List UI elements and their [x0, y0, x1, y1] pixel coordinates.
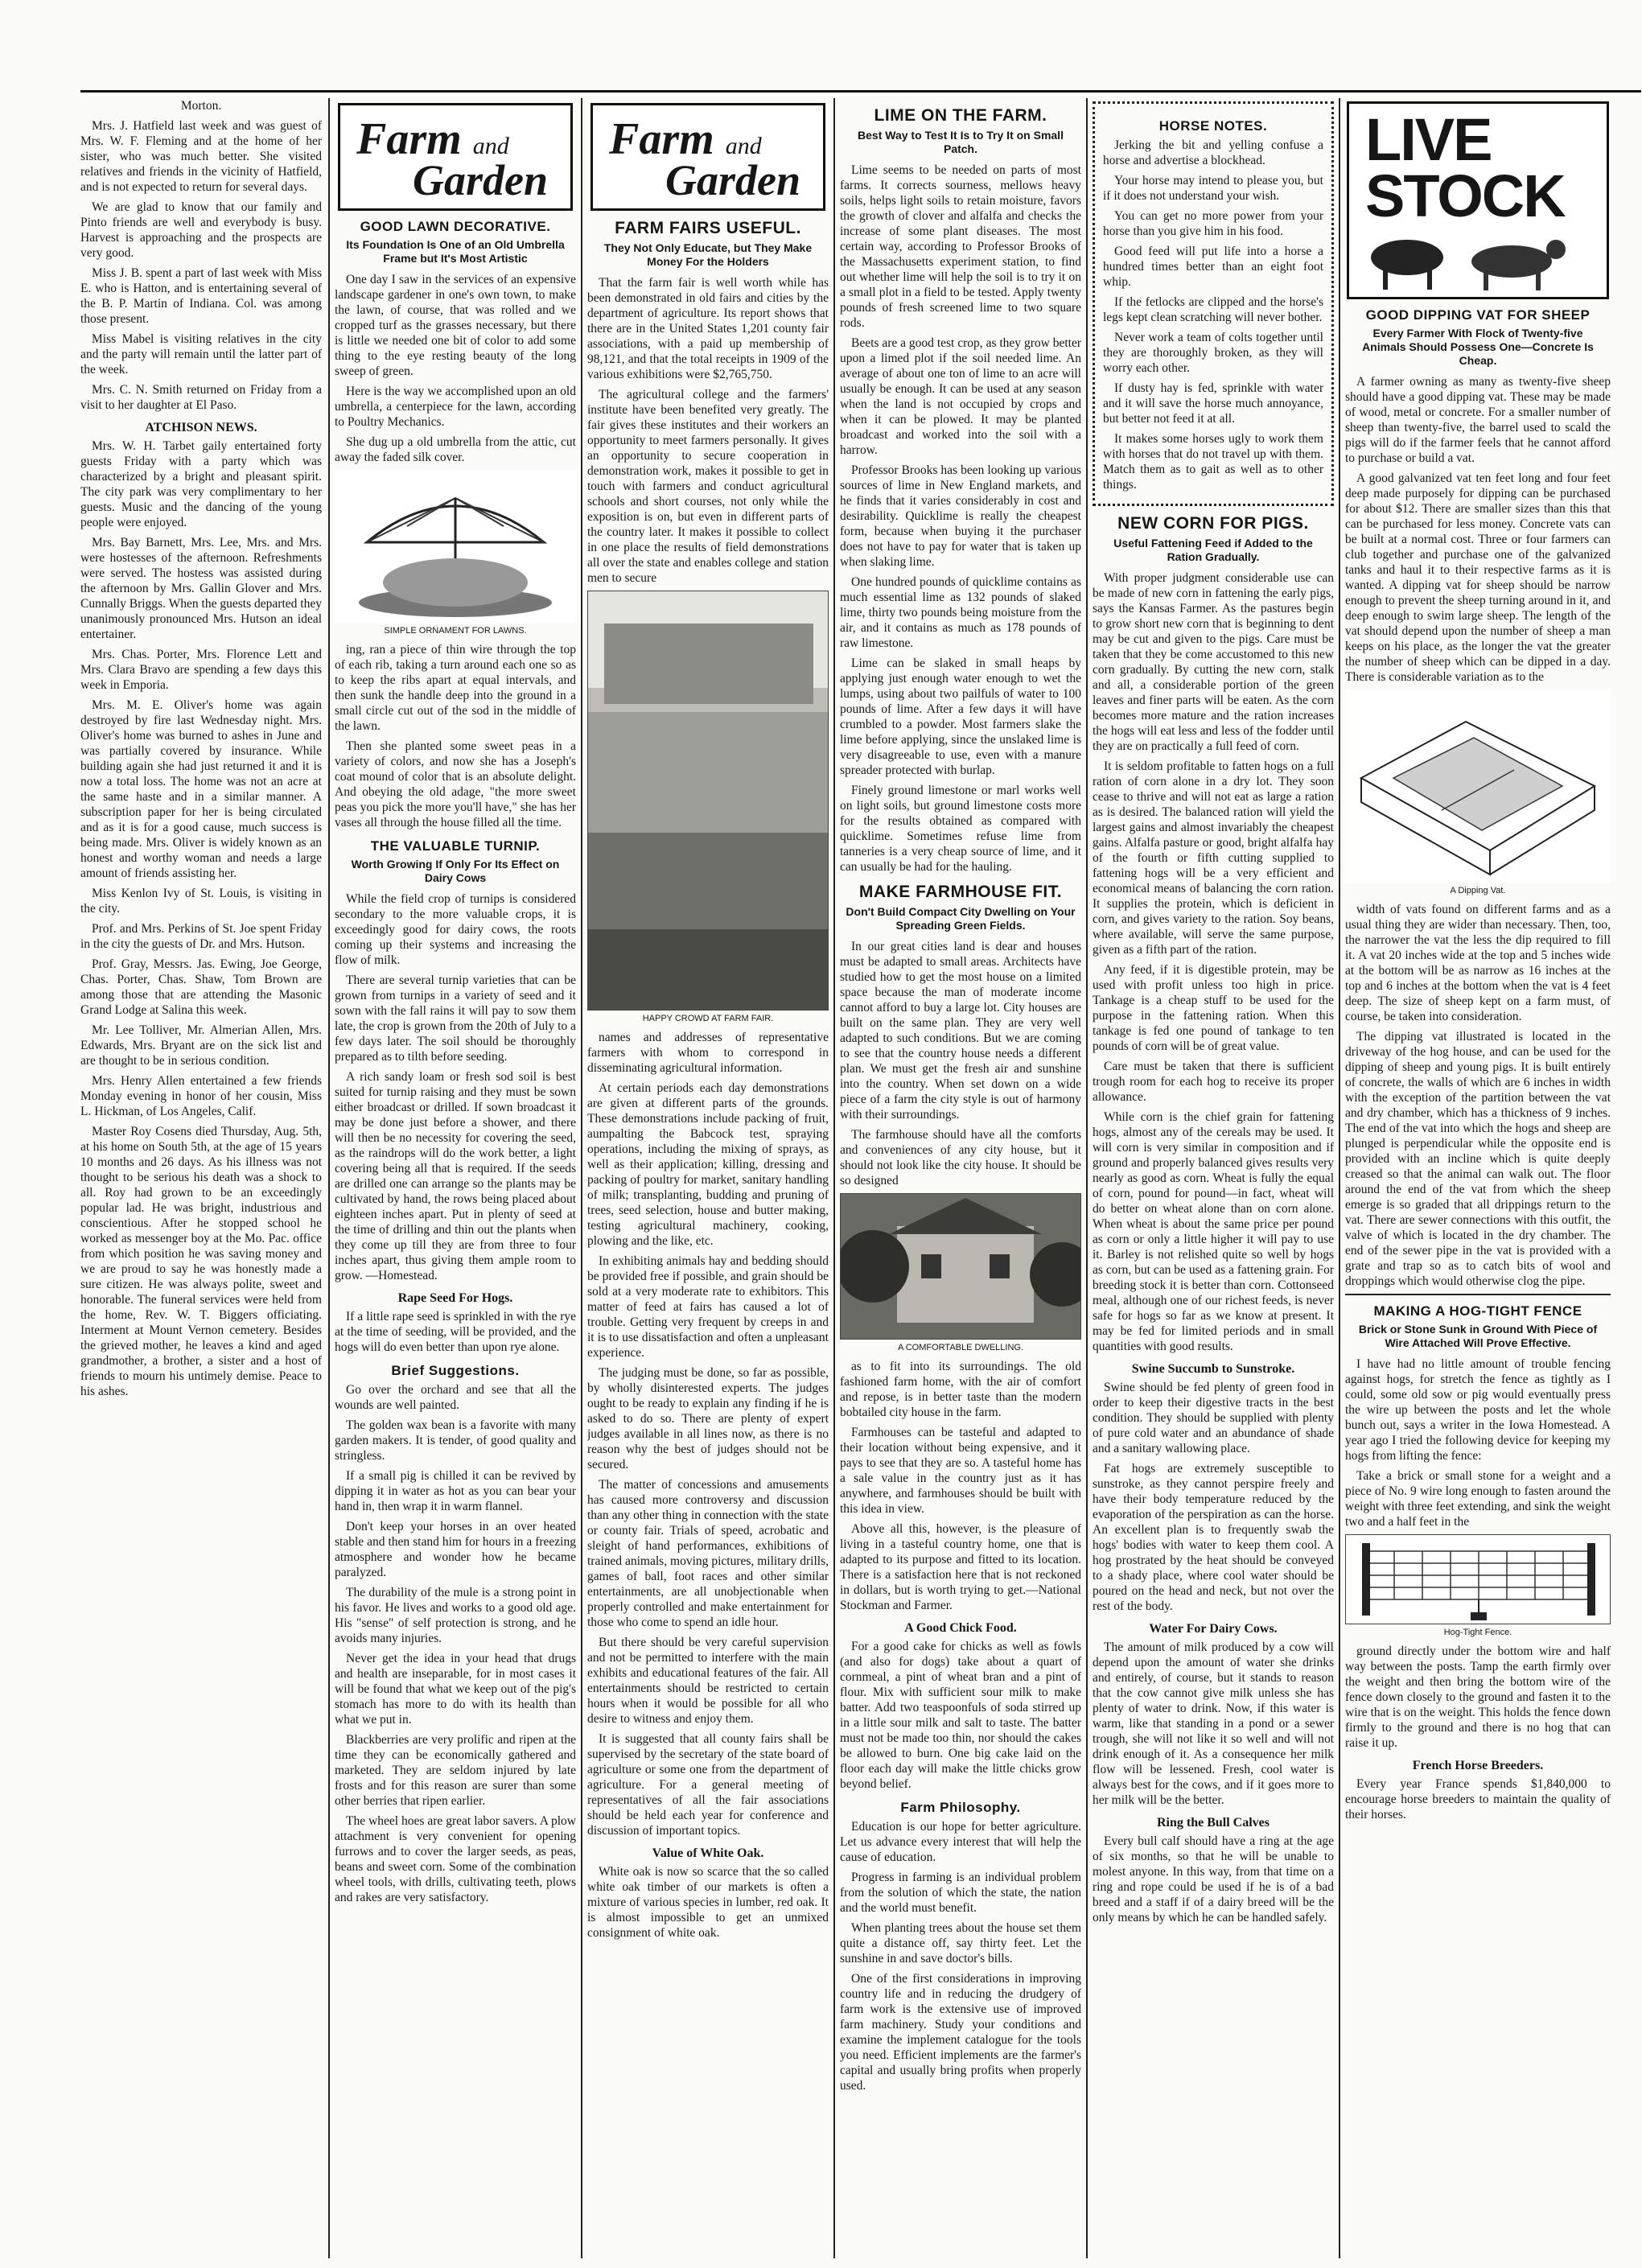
farm-and-garden-flag: [338, 103, 573, 211]
rape-seed-heading: Rape Seed For Hogs.: [397, 1291, 513, 1305]
paragraph: Fat hogs are extremely susceptible to sunstroke, as they cannot perspire freely and have their body temperature reduced by the evaporation of the perspiration as can the horse. An excellent plan is to frequently swab the hogs' bodies with water to keep them cool. A hog prostrated by the heat should be conveyed to a shady place, where cool water should be poured on the head and neck, but not over the rest of the body.: [1093, 1462, 1334, 1613]
paragraph: Care must be taken that there is sufficient trough room for each hog to receive its proper allowance.: [1093, 1060, 1334, 1104]
farmhouse-photo: [840, 1193, 1081, 1340]
paragraph: Above all this, however, is the pleasure of living in a tasteful country home, one that is adapted to its purpose and fitted to its location. There is a satisfaction here that is not reckoned in dollars, but is worth trying to get.—National Stockman and Farmer.: [840, 1522, 1081, 1612]
paragraph: Professor Brooks has been looking up various sources of lime in New England markets, and he finds that it varies considerably in cost and desirability. Quicklime is really the cheapest form, because when buying it the purchaser does not have to pay for water that is taken up when slaking lime.: [840, 463, 1081, 569]
paragraph: Miss J. B. spent a part of last week with Miss E. who is Hatton, and is entertaining several of the B. P. Martin of Indiana. Col. was among those present.: [80, 266, 322, 326]
paragraph: It makes some horses ugly to work them with horses that do not travel up with them. Match them as to gait as well as to other things.: [1103, 432, 1323, 492]
paragraph: With proper judgment considerable use can be made of new corn in fattening the early pigs, says the Kansas Farmer. As the pastures begin to grow short new corn that is beginning to dent may be cut and given to the pigs. Care must be taken that they be come accustomed to this new corn gradually. By cutting the new corn, stalk and all, a considerable portion of the green leaves and finer parts will be eaten. As the corn becomes more mature and the ration increases the hogs will eat less and less of the fodder until they are on practically a full feed of corn.: [1093, 571, 1334, 753]
paragraph: Master Roy Cosens died Thursday, Aug. 5th, at his home on South 5th, at the age of 15 years 10 months and 26 days. As his illness was not thought to be serious his death was a shock to all. Roy had grown to be an exceedingly popular lad. He was bright, industrious and conscientious. After he stopped school he worked as messenger boy at the Mo. Pac. office from which position he was saving money and we are proud to say he was honestly made a sure citizen. He was always polite, sweet and honorable. The funeral services were held from the home, Rev. W. T. Biggers officiating. Interment at Mount Vernon cemetery. Besides the grieved mother, he leaves a kind and aged grandmother, a brother, a sister and a host of friends to mourn his untimely demise. Peace to his ashes.: [80, 1125, 322, 1398]
paragraph: Mrs. Bay Barnett, Mrs. Lee, Mrs. and Mrs. were hostesses of the afternoon. Refreshments were served. The hostess was assisted during the afternoon by Mrs. Gallin Glover and Mrs. Cunnally Briggs. When the guests departed they unanimously pronounced Mrs. Hutson an ideal entertainer.: [80, 536, 322, 641]
paragraph: Finely ground limestone or marl works well on light soils, but ground limestone costs more for the results obtained as compared with quicklime. Sometimes refuse lime from tanneries is a very cheap source of lime, and it can usually be had for the hauling.: [840, 784, 1081, 874]
paragraph: Then she planted some sweet peas in a variety of colors, and now she has a Joseph's coat mound of color that is an absolute delight. And obeying the old adage, "the more sweet peas you pick the more you'll have," she has her vases all through the house filled all the time.: [335, 739, 576, 829]
live-stock-flag: [1347, 101, 1609, 299]
paragraph: Any feed, if it is digestible protein, may be used with profit unless too high in price. Tankage is a cheap stuff to be used for the purpose in the fattening ration. When this tankage is fed one pound of tankage to ten pounds of corn will be of great value.: [1093, 963, 1334, 1053]
paragraph: If the fetlocks are clipped and the horse's legs kept clean scratching will never bother.: [1103, 295, 1323, 324]
paragraph: Beets are a good test crop, as they grow better upon a limed plot if the soil needed lime. An average of about one ton of lime to an acre will usually be enough. It can be used at any season when the land is not occupied by crops and when it can be plowed. It may be planted broadcast and worked into the soil with a harrow.: [840, 336, 1081, 457]
paragraph: Swine should be fed plenty of green food in order to keep their digestive tracts in the best condition. They should be supplied with plenty of pure cold water and an abundance of shade and a sanitary wallowing place.: [1093, 1381, 1334, 1455]
farmhouse-heading: MAKE FARMHOUSE FIT.: [858, 883, 1063, 901]
column-rule: [833, 98, 835, 2258]
lime-heading: LIME ON THE FARM.: [874, 106, 1047, 125]
column-lime-farmhouse: [840, 98, 1081, 2262]
paragraph: Mrs. Henry Allen entertained a few friends Monday evening in honor of her cousin, Miss L. Hickman, of Los Angeles, Calif.: [80, 1074, 322, 1118]
hog-fence-illustration: [1345, 1534, 1611, 1624]
paragraph: We are glad to know that our family and Pinto friends are well and everybody is busy. Harvest is approaching and the prospects are very good.: [80, 200, 322, 260]
paragraph: Education is our hope for better agriculture. Let us advance every interest that will help the cause of education.: [840, 1820, 1081, 1864]
paragraph: Mrs. Chas. Porter, Mrs. Florence Lett and Mrs. Clara Bravo are spending a few days this week in Emporia.: [80, 648, 322, 692]
farm-fair-caption: HAPPY CROWD AT FARM FAIR.: [642, 1014, 774, 1023]
sunstroke-heading: Swine Succumb to Sunstroke.: [1131, 1362, 1295, 1376]
divider: [1345, 1294, 1611, 1295]
paragraph: Mr. Lee Tolliver, Mr. Almerian Allen, Mrs. Edwards, Mrs. Bryant are on the sick list and are thought to be in serious condition.: [80, 1023, 322, 1068]
column-farm-garden-2: [587, 98, 829, 2262]
vat-diagram: [1345, 689, 1611, 883]
dwelling-photo-placeholder: [841, 1194, 1081, 1339]
atchison-news-heading: ATCHISON NEWS.: [145, 421, 257, 434]
paragraph: There are several turnip varieties that can be grown from turnips in a variety of seed and it sown with the fall rains it will pay to sow them late, the crop is grown from the 20th of July to a few days later. The soil should be thoroughly prepared as to tilth before seeding.: [335, 973, 576, 1064]
paragraph: The golden wax bean is a favorite with many garden makers. It is tender, of good quality and stringless.: [335, 1418, 576, 1463]
paragraph: I have had no little amount of trouble fencing against hogs, for stretch the fence as tightly as I could, some old sow or pig would eventually press the wire up between the posts and let the whole bunch out, says a writer in the Iowa Homestead. A year ago I tried the following device for keeping my hogs from lifting the fence:: [1345, 1357, 1611, 1463]
flag-word-farm: Farm: [609, 114, 714, 164]
farm-fair-photo: [587, 591, 829, 1011]
brief-suggestions-heading: Brief Suggestions.: [391, 1363, 520, 1378]
paragraph: If a small pig is chilled it can be revived by dipping it in water as hot as you can bear your hand in, then wrap it in warm flannel.: [335, 1469, 576, 1513]
flag-word-and: and: [725, 133, 762, 159]
lawn-caption: SIMPLE ORNAMENT FOR LAWNS.: [384, 626, 527, 636]
hog-fence-heading: MAKING A HOG-TIGHT FENCE: [1373, 1303, 1582, 1319]
paragraph: Farmhouses can be tasteful and adapted to their location without being expensive, and it pays to see that they are so. A tasteful home has a sale value in the country just as it has anywhere, and farmhouses should be built with this idea in view.: [840, 1426, 1081, 1516]
paragraph: Lime can be slaked in small heaps by applying just enough water enough to wet the lumps, using about two pailfuls of water to 100 pounds of lime. After a few days it will have crumbled to a powder. Most farmers slake the lime before applying, since the unslaked lime is very disagreeable to use, even with a manure spreader protected with burlap.: [840, 657, 1081, 777]
paragraph: The farmhouse should have all the comforts and conveniences of any city house, but it should not look like the city house. It should be so designed: [840, 1128, 1081, 1188]
flag-word-farm: Farm: [356, 114, 462, 164]
paragraph: Miss Kenlon Ivy of St. Louis, is visiting in the city.: [80, 887, 322, 916]
paragraph: Go over the orchard and see that all the wounds are well painted.: [335, 1383, 576, 1412]
column-local-news: [80, 98, 322, 2262]
masthead-rule: [80, 90, 1641, 93]
bull-calves-heading: Ring the Bull Calves: [1156, 1816, 1270, 1830]
paragraph: In exhibiting animals hay and bedding should be provided free if possible, and grain should be sold at a very moderate rate to exhibitors. This matter of feed at fairs has caused a lot of trouble. Getting very frequent by creeps in and it is to use dissatisfaction and often a unpleasant experience.: [587, 1254, 829, 1360]
paragraph: Never work a team of colts together until they are thoroughly broken, as they will worry each other.: [1103, 331, 1323, 375]
paragraph: The wheel hoes are great labor savers. A plow attachment is very convenient for opening furrows and to cover the larger seeds, as peas, beans and sweet corn. Some of the combination wheel tools, with drills, cultivating teeth, plows and rakes are very satisfactory.: [335, 1814, 576, 1904]
turnip-heading: THE VALUABLE TURNIP.: [370, 838, 541, 854]
paragraph: Good feed will put life into a horse a hundred times better than an eight foot whip.: [1103, 245, 1323, 289]
paragraph: One of the first considerations in improving country life and in reducing the drudgery of farm work is the extensive use of improved farm machinery. Study your conditions and examine the implement catalogue for the tools you need. Efficient implements are the farmer's capital and usually bring profits when properly used.: [840, 1972, 1081, 2093]
lawn-heading: GOOD LAWN DECORATIVE.: [360, 219, 551, 234]
paragraph: Mrs. J. Hatfield last week and was guest of Mrs. W. F. Fleming and at the home of her sister, who was much better. She visited relatives and friends in the vicinity of Hatfield, and is not expected to return for several days.: [80, 119, 322, 194]
flag-word-and: and: [472, 133, 509, 159]
farm-and-garden-flag: [591, 103, 825, 211]
flag-word-stock: STOCK: [1365, 163, 1565, 229]
farmhouse-deck: Don't Build Compact City Dwelling on Your Spreading Green Fields.: [846, 905, 1076, 932]
flag-word-garden: Garden: [413, 156, 549, 204]
paragraph: Take a brick or small stone for a weight and a piece of No. 9 wire long enough to fasten around the weight with three feet extending, and sink the weight two and a half feet in the: [1345, 1469, 1611, 1529]
column-live-stock: [1345, 98, 1611, 2262]
paragraph: ing, ran a piece of thin wire through the top of each rib, taking a turn around each one so as to keep the ribs apart at equal intervals, and then sunk the handle deep into the ground in a small circle cut out of the sod in the middle of the lawn.: [335, 643, 576, 733]
paragraph: Morton.: [180, 99, 222, 113]
umbrella-sketch: [335, 470, 576, 623]
fence-diagram: [1346, 1535, 1611, 1624]
column-horse-corn: [1093, 98, 1334, 2262]
column-rule: [328, 98, 330, 2258]
paragraph: Mrs. W. H. Tarbet gaily entertained forty guests Friday with a party which was characterized by a bright and pleasant spirit. The city park was very complimentary to her guests. Music and the dancing of the young people were enjoyed.: [80, 439, 322, 529]
paragraph: as to fit into its surroundings. The old fashioned farm home, with the air of comfort and repose, is in better taste than the modern bobtailed city house in the farm.: [840, 1360, 1081, 1419]
paragraph: Mrs. M. E. Oliver's home was again destroyed by fire last Wednesday night. Mrs. Oliver's home was burned to ashes in June and was partially covered by insurance. While building again she had just returned it and it is now a total loss. The home was not an acre at the same haste and in a similar manner. A subscription paper for her is being circulated and as it is for a good cause, much success is being made. Mrs. Oliver is widely known as an honest and worthy woman and needs a large amount of friends assisting her.: [80, 698, 322, 880]
paragraph: One hundred pounds of quicklime contains as much essential lime as 132 pounds of slaked lime, thirty two pounds being moisture from the air, and it contains as much as 178 pounds of raw limestone.: [840, 575, 1081, 650]
dairy-water-heading: Water For Dairy Cows.: [1149, 1622, 1278, 1636]
paragraph: But there should be very careful supervision and not be permitted to interfere with the main exhibits and educational features of the fair. All entertainments should be restricted to certain hours when it would be possible for all who desire to witness and enjoy them.: [587, 1636, 829, 1726]
paragraph: That the farm fair is well worth while has been demonstrated in old fairs and cities by the department of agriculture. Its report shows that there are in the United States 1,201 county fair associations, with a paid up membership of 98,121, and that the total receipts in 1909 of the various exhibitions were $2,765,750.: [587, 276, 829, 381]
paragraph: Miss Mabel is visiting relatives in the city and the party will remain until the latter part of the week.: [80, 332, 322, 377]
paragraph: Mrs. C. N. Smith returned on Friday from a visit to her daughter at El Paso.: [80, 383, 322, 412]
farm-fairs-deck: They Not Only Educate, but They Make Money For the Holders: [603, 241, 813, 268]
paragraph: It is seldom profitable to fatten hogs on a full ration of corn alone in a dry lot. They soon cease to thrive and will not eat as large a ration as is desired. The balanced ration will yield the largest gains and almost invariably the cheapest gains. Alfalfa pasture or good, bright alfalfa hay of the fourth or fifth cutting supplied to fattening hogs will be a very efficient and economical means of balancing the corn ration. It supplies the protein, which is deficient in corn, and gives variety to the ration. Soy beans, where available, will serve the same purpose, given as a fifth part of the ration.: [1093, 759, 1334, 957]
paragraph: If dusty hay is fed, sprinkle with water and it will save the horse much annoyance, but better not feed it at all.: [1103, 381, 1323, 426]
paragraph: The judging must be done, so far as possible, by wholly disinterested experts. The judges ought to be ready to explain any finding if he is asked to do so. There are plenty of expert judges available in all lines now, as there is no reason why the best of judges should not be secured.: [587, 1366, 829, 1472]
lawn-deck: Its Foundation Is One of an Old Umbrella Frame but It's Most Artistic: [346, 238, 565, 265]
paragraph: You can get no more power from your horse than you give him in his food.: [1103, 209, 1323, 238]
paragraph: width of vats found on different farms and as a usual thing they are wider than necessary. Then, too, the narrower the vat the less the dip required to fill it. A vat 20 inches wide at the top and 5 inches wide at the bottom will be as narrow as 16 inches at the top and 6 inches at the bottom when the vat is 4 feet deep. The size of sheep kept on a farm must, of course, be taken into consideration.: [1345, 903, 1611, 1023]
paragraph: Never get the idea in your head that drugs and health are inseparable, for in most cases it will be found that what we keep out of the pig's stomach has more to do with its health than what we put in.: [335, 1652, 576, 1727]
white-oak-heading: Value of White Oak.: [652, 1846, 764, 1860]
paragraph: A good galvanized vat ten feet long and four feet deep made purposely for dipping can be purchased for about $12. There are smaller sizes than this that can be purchased for less money. Concrete vats can be built at a normal cost. Three or four farmers can club together and purchase one of the galvanized tanks and haul it to their respective farms as it is wanted. A dipping vat for sheep should be narrow enough to prevent the sheep turning around in it, and deep enough to swim large sheep. The length of the vat should depend upon the number of sheep a man keeps on his place, as the longer the vat the greater the number of sheep which can be dipped in a day. There is considerable variation as to the: [1345, 471, 1611, 684]
paragraph: Jerking the bit and yelling confuse a horse and advertise a blockhead.: [1103, 138, 1323, 167]
paragraph: In our great cities land is dear and houses must be adapted to small areas. Architects have studied how to get the most house on a limited space because the man of moderate income cannot afford to buy a large lot. City houses are built on the same plan. They are very well adapted to such conditions. But we are coming to see that the country house needs a different plan. We must get the fresh air and sunshine into the country. When set down on a wide piece of a farm the city style is out of harmony with their surroundings.: [840, 940, 1081, 1122]
paragraph: Every bull calf should have a ring at the age of six months, so that he will be unable to molest anyone. In this way, from that time on a ring and rope could be used if he is of a bad breed and a staff if of a dairy breed will be the only means by which he can be handled safely.: [1093, 1834, 1334, 1924]
paragraph: She dug up a old umbrella from the attic, cut away the faded silk cover.: [335, 435, 576, 464]
paragraph: If a little rape seed is sprinkled in with the rye at the time of seeding, will be provided, and the hogs will do even better than upon rye alone.: [335, 1310, 576, 1354]
new-corn-deck: Useful Fattening Feed if Added to the Ration Gradually.: [1113, 537, 1313, 563]
paragraph: names and addresses of representative farmers with whom to correspond in disseminating agricultural information.: [587, 1031, 829, 1075]
flag-word-live: LIVE: [1365, 106, 1492, 173]
paragraph: Lime seems to be needed on parts of most farms. It corrects sourness, mellows heavy soils, helps light soils to retain moisture, favors the growth of clover and alfalfa and checks the increase of some plant diseases. The most certain way, according to Professor Brooks of the Massachusetts experiment station, to find out whether lime will help the soil is to try it on a small plot in a field to be tested. Apply twenty pounds of fresh screened lime to two square rods.: [840, 163, 1081, 330]
dipping-vat-heading: GOOD DIPPING VAT FOR SHEEP: [1365, 307, 1591, 323]
column-farm-garden-1: [335, 98, 576, 2262]
french-breeders-heading: French Horse Breeders.: [1412, 1759, 1544, 1772]
paragraph: A rich sandy loam or fresh sod soil is best suited for turnip raising and they must be sown either broadcast or drilled. If sown broadcast it may be done just before a shower, and there will then be no necessity for covering the seed, as the raindrops will do the work better, a light covering being all that is required. If the seeds are drilled one can arrange so the plants may be cultivated by hand, the rows being placed about eighteen inches apart. Put in plenty of seed at the time of drilling and thin out the plants when they come up till they are from three to four inches apart, thus giving them ample room to grow. —Homestead.: [335, 1070, 576, 1282]
paragraph: At certain periods each day demonstrations are given at different parts of the grounds. These demonstrations include packing of fruit, aumpalting the Babcock test, spraying operations, including the mixing of sprays, as well as their application; killing, dressing and packing of poultry for market, sanitary handling of milk; transplanting, budding and pruning of trees, seed selection, house and butter making, testing agricultural machinery, cooking, plowing and the like, etc.: [587, 1081, 829, 1248]
horse-notes-heading: HORSE NOTES.: [1158, 118, 1268, 134]
dipping-vat-illustration: [1345, 689, 1611, 883]
paragraph: The matter of concessions and amusements has caused more controversy and discussion than any other thing in connection with the state or county fair. Trials of speed, acrobatic and sleight of hand performances, exhibitions of trained animals, moving pictures, military drills, games of ball, foot races and other similar entertainments, are all unobjectionable when properly controlled and make entertainment for those who come to spend an idle hour.: [587, 1478, 829, 1629]
new-corn-heading: NEW CORN FOR PIGS.: [1117, 514, 1309, 533]
hog-fence-caption: Hog-Tight Fence.: [1443, 1628, 1512, 1637]
dipping-vat-caption: A Dipping Vat.: [1450, 886, 1506, 895]
paragraph: The agricultural college and the farmers' institute have been benefited very greatly. The fair gives these institutes and their workers an opportunity to meet farmers personally. It gives an opportunity to secure cooperation in demonstration work, makes it possible to get in touch with farmers and conduct agricultural schools and short courses, not only while the exposition is on, but even in different parts of the country later. It makes it possible to collect in one place the results of field demonstrations all over the state and enables college and station men to secure: [587, 388, 829, 585]
column-rule: [1339, 98, 1340, 2258]
paragraph: When planting trees about the house set them quite a distance off, say thirty feet. Let the sunshine in and save doctor's bills.: [840, 1921, 1081, 1965]
umbrella-lawn-illustration: [335, 470, 576, 623]
hog-fence-deck: Brick or Stone Sunk in Ground With Piece of Wire Attached Will Prove Effective.: [1358, 1323, 1598, 1349]
paragraph: For a good cake for chicks as well as fowls (and also for dogs) take about a quart of cornmeal, a pint of wheat bran and a pint of flour. Mix with sufficient sour milk to make batter. Add two teaspoonfuls of soda stirred up in a little sour milk and salt to taste. The batter must not be made too thin, nor should the cakes be allowed to burn. One big cake laid on the floor each day will make the little chicks grow beyond belief.: [840, 1640, 1081, 1791]
paragraph: Prof. Gray, Messrs. Jas. Ewing, Joe George, Chas. Porter, Chas. Shaw, Tom Brown are among those that are attending the Masonic Grand Lodge at Salina this week.: [80, 957, 322, 1017]
farm-philosophy-heading: Farm Philosophy.: [900, 1800, 1021, 1815]
paragraph: It is suggested that all county fairs shall be supervised by the secretary of the state board of agriculture or some one from the department of agriculture. For a general meeting of representatives of all the fair associations should be held each year for conference and discussion of important topics.: [587, 1732, 829, 1838]
livestock-animals-icon: [1351, 213, 1608, 294]
chick-food-heading: A Good Chick Food.: [904, 1621, 1017, 1635]
paragraph: Your horse may intend to please you, but if it does not understand your wish.: [1103, 174, 1323, 203]
paragraph: Every year France spends $1,840,000 to encourage horse breeders to maintain the quality of their horses.: [1345, 1777, 1611, 1821]
paragraph: Don't keep your horses in an over heated stable and then stand him for hours in a freezing atmosphere and wonder how he became paralyzed.: [335, 1520, 576, 1579]
paragraph: While corn is the chief grain for fattening hogs, almost any of the cereals may be used. It will corn is very similar in composition and if ground and properly balanced gives results very nearly as good as corn. Wheat is fully the equal of corn, pound for pound—in fact, wheat will do better on wheat alone than on corn alone. When wheat is about the same price per pound as corn or only a little higher it will pay to use it. Barley is not relished quite so well by hogs as corn, but can be used as a fattening grain. For breeding stock it is better than corn. Cottonseed meal, although one of our richest feeds, is never safe for hogs so far as we know at present. It may be fed for limited periods and in small quantities with good results.: [1093, 1110, 1334, 1353]
paragraph: Prof. and Mrs. Perkins of St. Joe spent Friday in the city the guests of Dr. and Mrs. Hutson.: [80, 922, 322, 951]
paragraph: Blackberries are very prolific and ripen at the time they can be economically gathered and marketed. They are seldom injured by late frosts and for this reason are surer than some other berries that ripen earlier.: [335, 1733, 576, 1808]
turnip-deck: Worth Growing If Only For Its Effect on Dairy Cows: [351, 858, 560, 884]
column-rule: [1086, 98, 1088, 2258]
farmhouse-caption: A COMFORTABLE DWELLING.: [897, 1343, 1024, 1352]
farm-fairs-heading: FARM FAIRS USEFUL.: [615, 219, 801, 237]
paragraph: A farmer owning as many as twenty-five sheep should have a good dipping vat. These may be made of wood, metal or concrete. For a smaller number of sheep than twenty-five, the barrel used to scald the pigs will do if the farmer feels that he cannot afford to purchase or build a vat.: [1345, 375, 1611, 465]
crowd-photo-placeholder: [588, 591, 829, 1010]
paragraph: One day I saw in the services of an expensive landscape gardener in one's own town, to make the lawn, of course, that was rolled and we cropped turf as the grasses necessary, but there is little we needed one bit of color to add some thing to the eye resting beauty of the long sweep of green.: [335, 273, 576, 378]
paragraph: The durability of the mule is a strong point in his favor. He lives and works to a good old age. His "sense" of self protection is strong, and he avoids many injuries.: [335, 1586, 576, 1645]
paragraph: ground directly under the bottom wire and half way between the posts. Tamp the earth firmly over the weight and then bring the bottom wire of the fence down closely to the ground and fasten it to the wire that is on the weight. This holds the fence down firmly to the ground and there is no hog that can raise it up.: [1345, 1644, 1611, 1750]
paragraph: Progress in farming is an individual problem from the solution of which the state, the nation and the world must benefit.: [840, 1871, 1081, 1915]
paragraph: Here is the way we accomplished upon an old umbrella, a centerpiece for the lawn, according to Poultry Mechanics.: [335, 385, 576, 429]
flag-word-garden: Garden: [665, 156, 801, 204]
paragraph: While the field crop of turnips is considered secondary to the more valuable crops, it is exceedingly good for dairy cows, the roots coming up their systems and increasing the flow of milk.: [335, 892, 576, 967]
column-rule: [581, 98, 582, 2258]
dipping-vat-deck: Every Farmer With Flock of Twenty-five Animals Should Possess One—Concrete Is Cheap.: [1362, 327, 1594, 367]
morton-section: [80, 98, 322, 413]
horse-notes-box: [1093, 101, 1334, 506]
paragraph: The amount of milk produced by a cow will depend upon the amount of water she drinks and entirely, of course, but it stands to reason that the cow cannot give milk unless she has plenty of water to drink. Now, if this water is warm, like that standing in a pond or a sewer trough, she will not like it so well and will not drink enough of it. As a consequence her milk flow will be lessened. Fresh, cool water is always best for the cows, and if it goes more to her milk will be the better.: [1093, 1640, 1334, 1807]
paragraph: White oak is now so scarce that the so called white oak timber of our markets is often a mixture of various species in lumber, red oak. It is almost impossible to get an unmixed consignment of white oak.: [587, 1865, 829, 1940]
lime-deck: Best Way to Test It Is to Try It on Small Patch.: [858, 129, 1064, 155]
paragraph: The dipping vat illustrated is located in the driveway of the hog house, and can be used for the dipping of sheep and young pigs. It is built entirely of concrete, the walls of which are 6 inches in width with the exception of the partition between the vat and dry chamber, which has a thickness of 9 inches. The end of the vat into which the hogs and sheep are plunged is perpendicular while the opposite end is provided with an incline which is quite deeply creased so that the animal can walk out. The floor around the end of the vat from which the sheep emerge is so graded that all drippings return to the vat. There are sewer connections with this outfit, the valve of which is located in the dry chamber. The end of the sewer pipe in the vat is provided with a grate and trap so as to catch bits of wool and droppings which would otherwise clog the pipe.: [1345, 1030, 1611, 1288]
